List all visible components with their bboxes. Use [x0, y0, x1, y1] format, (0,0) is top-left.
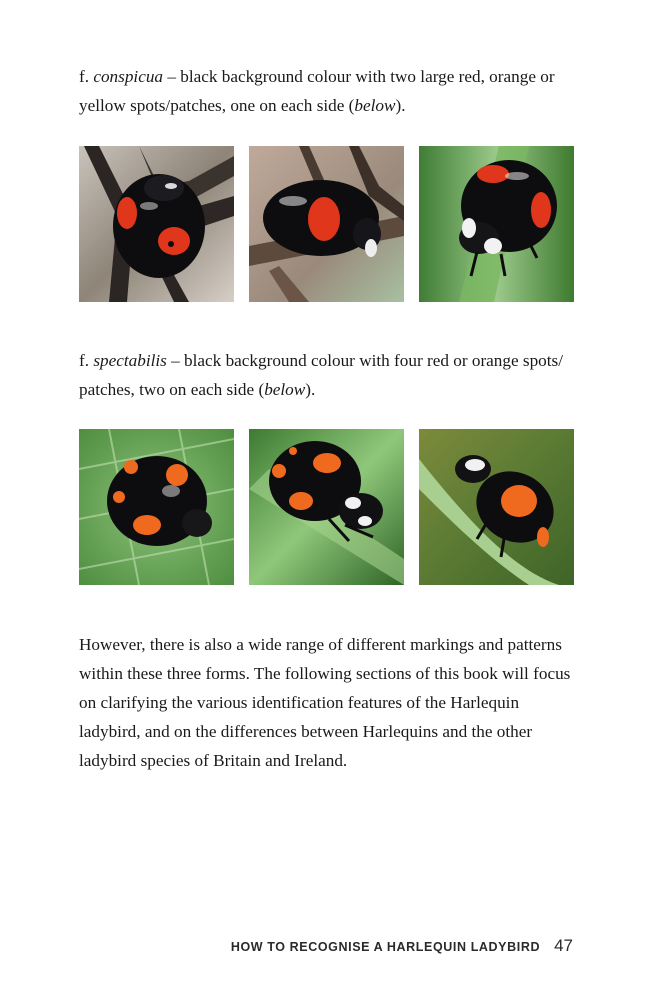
form-prefix: f. — [79, 351, 94, 370]
form-description: – black background colour with two large red, orange or yellow spots/patches, one on each side ( — [79, 67, 555, 115]
spectabilis-photo-row — [79, 429, 574, 585]
conspicua-photo-2 — [249, 146, 404, 302]
ladybird-photo — [249, 429, 404, 585]
conspicua-paragraph — [79, 62, 579, 120]
ladybird-photo — [79, 146, 234, 302]
ladybird-photo — [249, 146, 404, 302]
form-suffix: ). — [305, 380, 316, 399]
conspicua-photo-1 — [79, 146, 234, 302]
spectabilis-paragraph — [79, 346, 579, 404]
page-footer — [231, 936, 573, 956]
form-suffix: ). — [395, 96, 406, 115]
form-description: – black background colour with four red or orange spots/ patches, two on each side ( — [79, 351, 564, 399]
ladybird-photo — [79, 429, 234, 585]
form-prefix: f. — [79, 67, 94, 86]
spectabilis-photo-3 — [419, 429, 574, 585]
running-head: HOW TO RECOGNISE A HARLEQUIN LADYBIRD — [230, 940, 541, 954]
conspicua-photo-row — [79, 146, 574, 302]
form-name-spectabilis: spectabilis — [93, 351, 167, 370]
below-word: below — [264, 380, 306, 399]
spectabilis-photo-1 — [79, 429, 234, 585]
ladybird-photo — [419, 429, 574, 585]
form-name-conspicua: conspicua — [93, 67, 164, 86]
spectabilis-photo-2 — [249, 429, 404, 585]
ladybird-photo — [419, 146, 574, 302]
body-paragraph: However, there is also a wide range of different markings and patterns within these three forms. The following sections of this book will focus on clarifying the various identification features of the Harlequin ladybird, and on the differences between Harlequins and the other ladybird species of Britain and Ireland. — [79, 635, 571, 770]
conspicua-photo-3 — [419, 146, 574, 302]
below-word: below — [354, 96, 396, 115]
page-number: 47 — [554, 936, 573, 955]
